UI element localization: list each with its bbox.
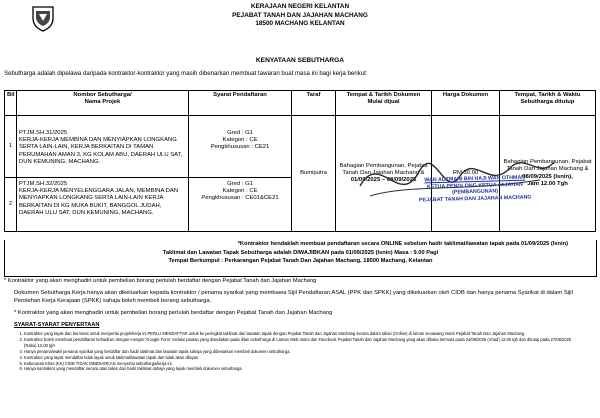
col-tempat-l1: Tempat & Tarikh Dokumen [346, 92, 421, 98]
row1-nama: KERJA-KERJA MEMBINA DAN MENYIAPKAN LONGKANG SERTA LAIN-LAIN, KERJA BERKAITAN DI TAMAN PERUMAHAN AMAN 3, KG KOLAM ABU, DAERAH ULU SAT, DUN KEMUNING, MACHANG. [19, 137, 183, 165]
letterhead-line2: PEJABAT TANAH DAN JAJAHAN MACHANG [232, 11, 368, 19]
note-online: *Kontraktor hendaklah membuat pendaftaran secara ONLINE sebelum hadir taklimat/lawatan tapak pada 01/09/2025 (Isnin) [237, 241, 568, 247]
tempat-tarikh: 01/09/2025 – 08/09/2025 [350, 177, 417, 184]
col-tempat-l2: Mulai dijual [367, 99, 400, 106]
list-item: 1. Kontraktor yang layak dan berminat untuk menyertai projek/kerja ini PERLU MENDAFTAR untuk ke peringkat taklimat dan lawatan tapak dengan Pejabat Tanah dan Jajahan Machang secara dalam talian (Online) di laman sesawang rasmi Pejabat Tanah Dan Jajahan Machang. [24, 331, 584, 337]
row1-nombor: PTJM.SH.31/2025 [19, 130, 68, 136]
row1-projek [17, 116, 189, 178]
table-header-row [5, 91, 596, 116]
col-taraf: Taraf [292, 91, 336, 116]
notes-box [4, 240, 597, 277]
note-taklimat: Taklimat dan Lawatan Tapak Sebutharga adalah DIWAJIBKAN pada 01/09/2025 (Isnin) Masa : 9.00 Pagi [162, 249, 439, 256]
col-tempat [336, 91, 432, 116]
row2-gred: Gred : G1 [227, 181, 253, 187]
list-item: 4. Kontraktor yang layak mendaftar tidak layak untuk taklimat/lawatan tapak dan tidak akan dilayan. [24, 355, 584, 361]
stamp-name: WAN ADZMANI BIN HAJI WAN OTHMAN [424, 174, 526, 184]
letterhead-line1: KERAJAAN NEGERI KELANTAN [250, 3, 350, 10]
col-syarat: Syarat Pendaftaran [189, 91, 292, 116]
list-item: 5. Kebenaran Khas (KK) CIDB TIDAK DIBENARKAN menyertai sebutharga/kerja ini. [24, 361, 584, 367]
col-tutup-l2: Sebutharga ditutup [520, 99, 575, 106]
list-item: 2. Kontraktor boleh membuat pendaftaran kehadiran dengan mengisi 'Google Form' melalui pautan yang disediakan pada iklan sebutharga di Laman Web rasmi dan Facebook Pejabat Tanah dan Jajahan Machang yang akan dibuka bermula pada 24/08/2025 (Ahad) 12.00 tgh dan ditutup pada 27/08/2025 (Rabu) 12.00 tgh [24, 337, 584, 349]
list-item: 3. Hanya penama/wakil penama syarikat yang berdaftar dan hadir taklimat dan lawatan tapak sahaja yang dibenarkan membeli dokumen sebutharga. [24, 349, 584, 355]
tutup-masa: Jam 12.00 Tgh [527, 180, 568, 187]
paragraph-dokumen: Dokumen Sebutharga Kerja hanya akan dikeluarkan kepada kontraktor / penama syarikat yang membawa Sijil Pendaftaran ASAL (PPK dan SPKK) yang dikeluarkan oleh CIDB dan hanya penama Syarikat di dalam Sijil Perolehan Kerja Kerajaan (SPKK) sahaja boleh membeli borang sebutharga. [14, 290, 573, 305]
paragraph-asterisk: * Kontraktor yang akan menghadiri untuk pembelian borang perlulah berdaftar dengan Pejabat Tanah dan Jajahan Machang [14, 310, 333, 316]
row1-gred: Gred : G1 [227, 130, 253, 136]
tempat-text: Bahagian Pembangunan, Pejabat Tanah Dan Jajahan Machang & [339, 162, 428, 176]
asterisk-note: * Kontraktor yang akan menghadiri untuk pembelian borang perlulah berdaftar dengan Pejabat Tanah dan Jajahan Machang [4, 278, 317, 284]
col-nombor-l1: Nombor Sebutharga/ [73, 92, 132, 98]
col-tutup-l1: Tempat, Tarikh & Waktu [514, 92, 581, 98]
col-nombor [17, 91, 189, 116]
row1-bil: 1 [5, 116, 17, 178]
col-nombor-l2: Nama Projek [84, 99, 121, 106]
col-bil: Bil [5, 91, 17, 116]
tutup-tarikh: 08/09/2025 (Isnin), [522, 173, 573, 180]
page-title: KENYATAAN SEBUTHARGA [255, 57, 345, 64]
note-tempat: Tempat Berkumpul : Perkarangan Pejabat Tanah Dan Jajahan Machang, 18500 Machang, Kelantan [168, 258, 433, 265]
col-harga: Harga Dokumen [432, 91, 500, 116]
row2-kategori: Kategori : CE [222, 188, 258, 195]
row2-syarat [189, 178, 292, 232]
intro-text: Sebutharga adalah dipelawa daripada kontraktor-kontraktor yang masih dibenarkan membuat tawaran buat masa ini bagi kerja berikut: [4, 70, 368, 77]
official-stamp [400, 174, 551, 204]
row2-projek [17, 178, 189, 232]
row2-nombor: PTJM.SH.32/2025 [19, 181, 68, 187]
col-tutup [500, 91, 596, 116]
stamp-office: PEJABAT TANAH DAN JAJAHAN MACHANG [418, 194, 532, 204]
list-item: 6. Hanya kontraktor yang mendaftar secara atas talian dan hadir taklimat sahaja yang layak membeli dokumen sebutharga. [24, 366, 584, 372]
syarat-list [14, 331, 584, 372]
stamp-dept: (PEMBANGUNAN) [452, 188, 499, 196]
letterhead [0, 3, 600, 29]
row2-pengkhususan: Pengkhususan : CE01&CE21 [201, 195, 279, 202]
row1-syarat [189, 116, 292, 178]
letterhead-line3: 18500 MACHANG KELANTAN [255, 20, 345, 28]
row2-bil: 2 [5, 178, 17, 232]
syarat-heading: SYARAT-SYARAT PENYERTAAN [14, 322, 100, 328]
row2-nama: KERJA-KERJA MENYELENGGARA JALAN, MEMBINA DAN MENYIAPKAN LONGKANG SERTA LAIN-LAIN KERJA BERKAITAN DI KG MUKA BUKIT, BANGGOL JUDAH, DAERAH ULU SAT, DUN KEMUNING, MACHANG. [19, 188, 179, 216]
taraf-cell: Bumiputra [292, 116, 336, 232]
tutup-tempat: Bahagian Pembangunan, Pejabat Tanah Dan Jajahan Machang & [503, 159, 592, 173]
harga-cell: RM 50.00 [432, 116, 500, 232]
stamp-role: KETUA PENOLONG KETUA JAJAHAN [426, 181, 523, 190]
row1-kategori: Kategori : CE [222, 137, 258, 144]
row1-pengkhususan: Pengkhususan : CE21 [210, 144, 270, 151]
